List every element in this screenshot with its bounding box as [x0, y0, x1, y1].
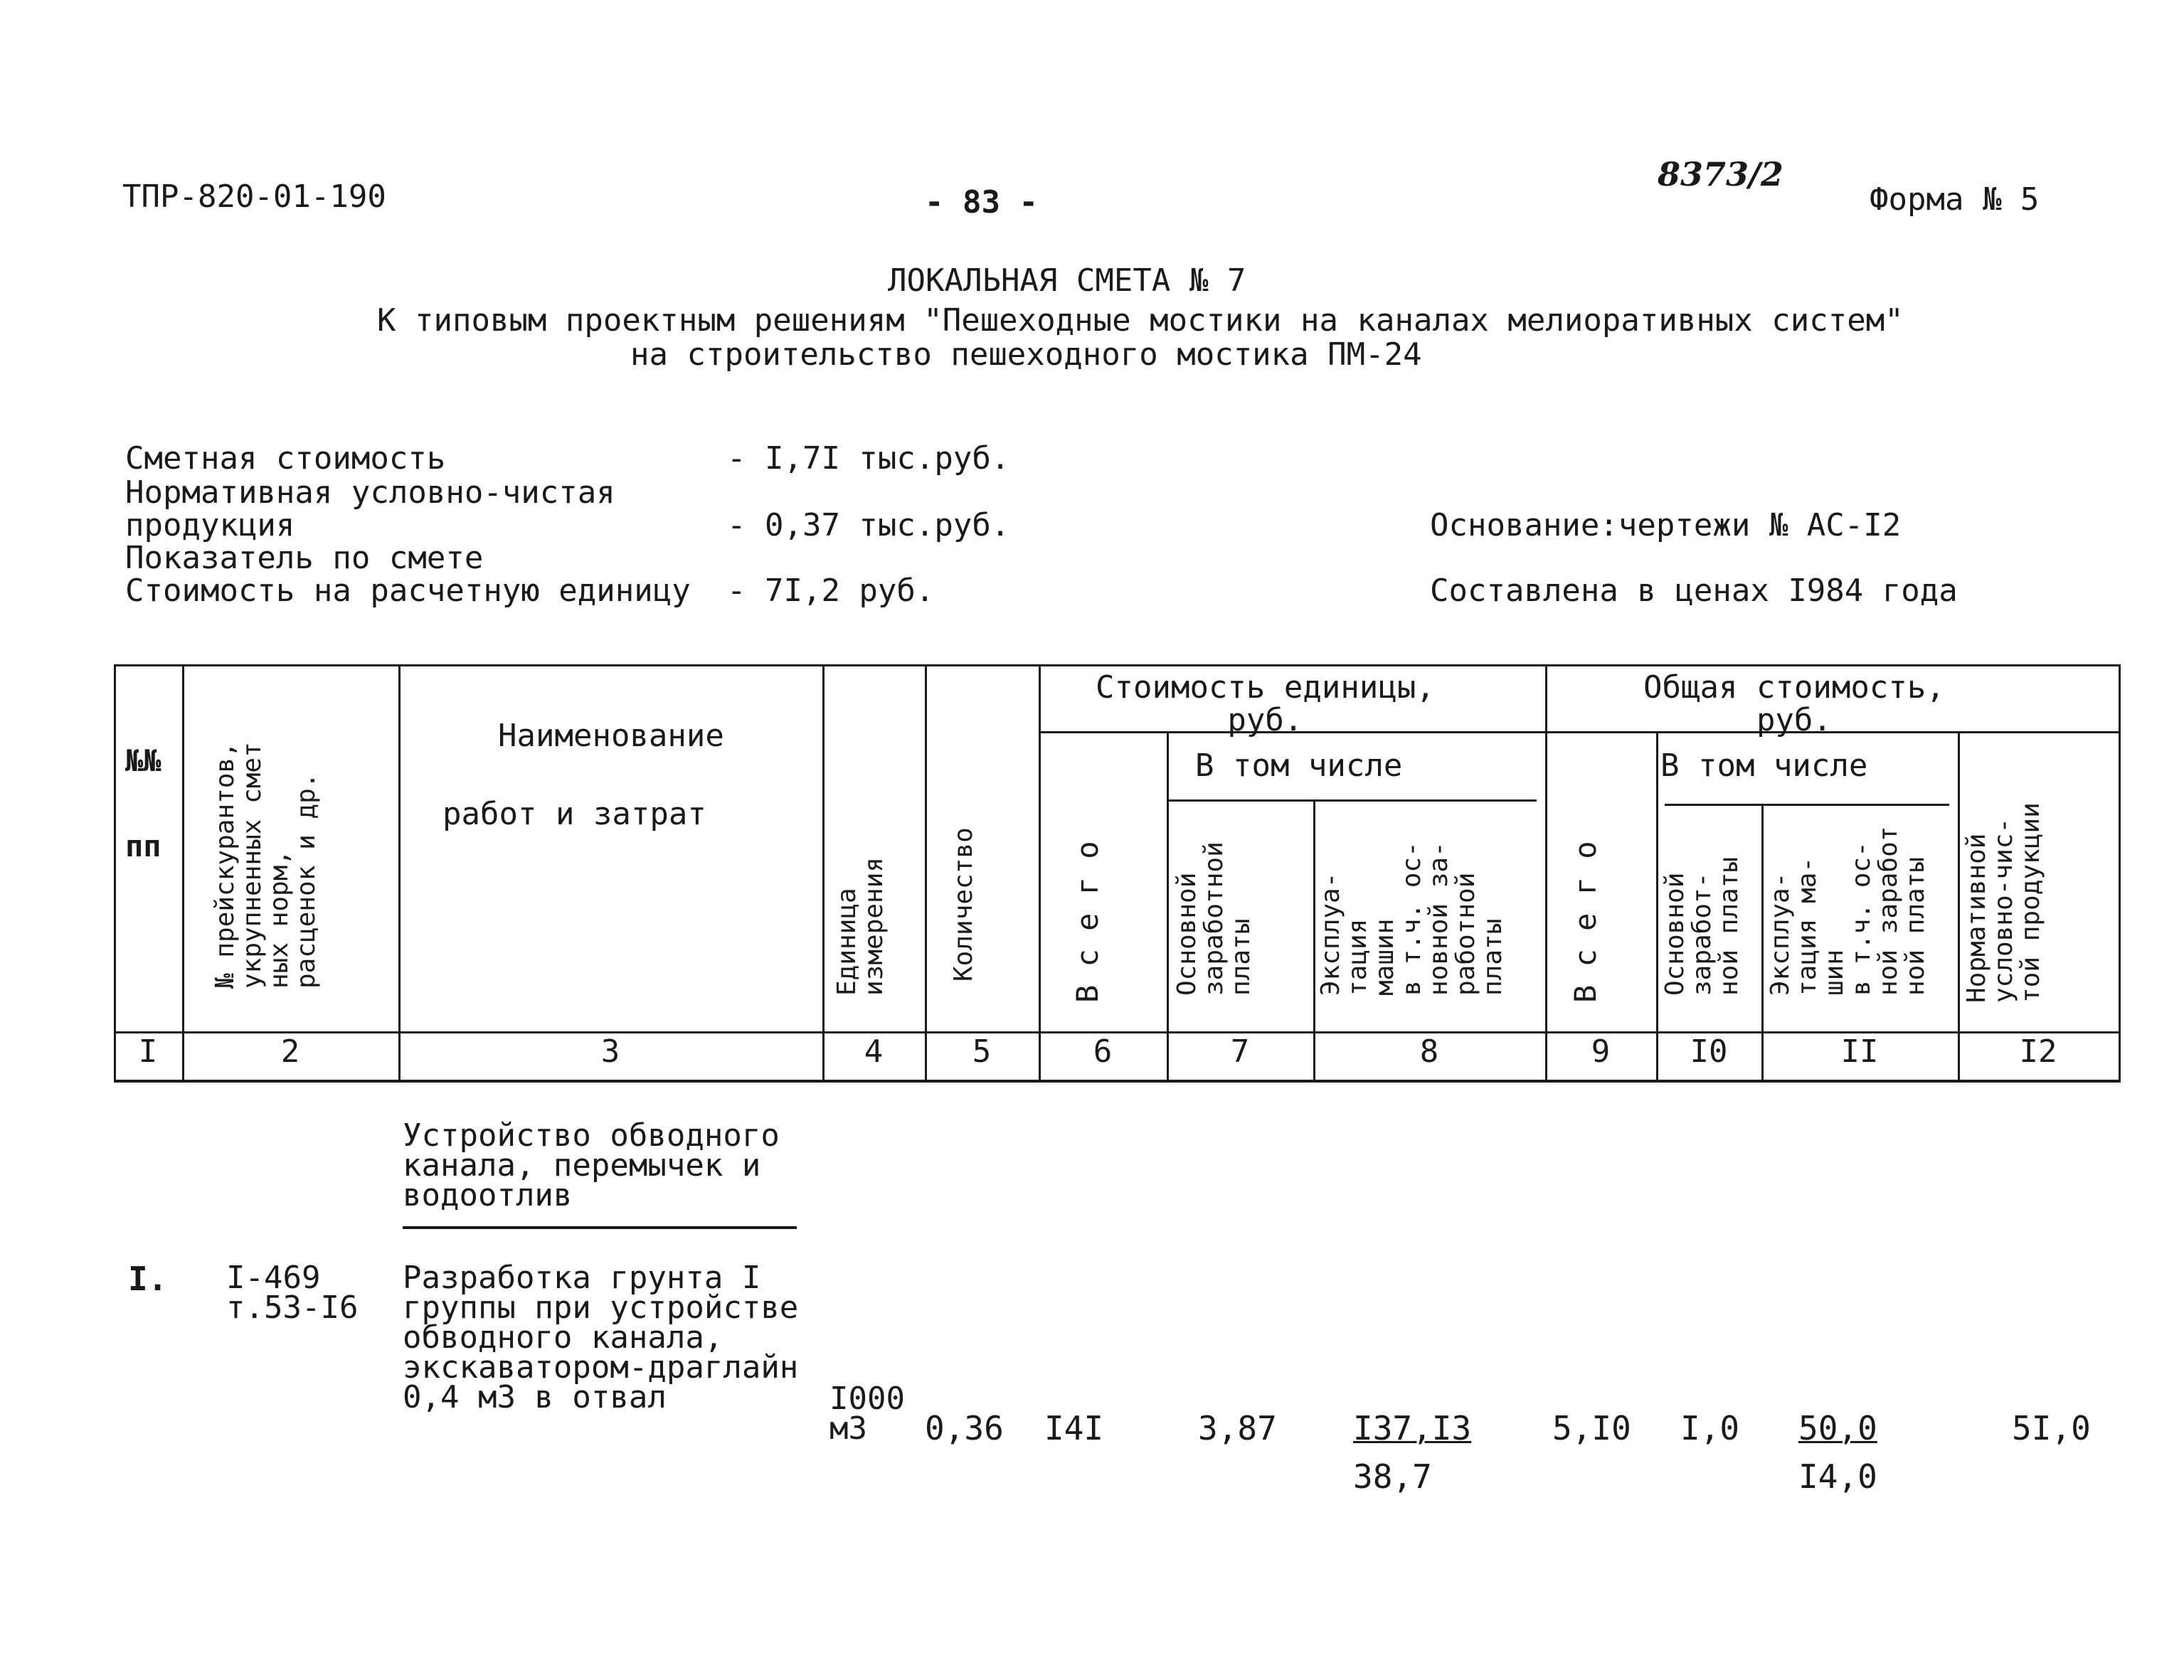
col-qty-header: Количество — [949, 827, 978, 982]
col-unit-total-header: В с е г о — [1070, 841, 1105, 1003]
row-unit-salary: 3,87 — [1198, 1409, 1277, 1447]
row-name: Разработка грунта I — [403, 1260, 761, 1296]
norm-label-2: продукция — [125, 507, 295, 543]
row-code-2: т.53-I6 — [226, 1290, 359, 1326]
section-title-line: Устройство обводного — [403, 1117, 780, 1154]
col-norm-product-header: Нормативной условно-чис- той продукции — [1962, 802, 2045, 1003]
col-number: 8 — [1419, 1033, 1439, 1070]
section-title-line: водоотлив — [403, 1177, 573, 1213]
col-total-machine-header: Эксплуа- тация ма- шин в т.ч. ос- ной заработ ной платы — [1766, 826, 1930, 996]
row-unit-machine-salary: 38,7 — [1353, 1457, 1432, 1496]
row-total: 5,I0 — [1552, 1409, 1631, 1447]
row-total-machine: 50,0 — [1798, 1409, 1877, 1447]
col-number: 4 — [864, 1033, 884, 1070]
row-num: I. — [128, 1260, 168, 1298]
smet-value: - I,7I тыс.руб. — [727, 440, 1010, 477]
title-object: на строительство пешеходного мостика ПМ-24 — [630, 336, 1422, 373]
row-name-5: 0,4 м3 в отвал — [403, 1379, 667, 1415]
row-name-4: экскаватором-драглайн — [403, 1349, 799, 1386]
pokaz-label: Показатель по смете — [125, 540, 484, 576]
document-title: ЛОКАЛЬНАЯ СМЕТА № 7 — [888, 262, 1246, 299]
col-total-header: В с е г о — [1568, 841, 1603, 1003]
handwritten-mark: 8373/2 — [1658, 155, 1783, 193]
col-number: 2 — [280, 1033, 300, 1070]
col-number: I — [138, 1033, 158, 1070]
col-number: 7 — [1230, 1033, 1250, 1070]
col-num-header: №№ пп — [125, 743, 161, 863]
form-label: Форма № 5 — [1870, 181, 2040, 218]
row-unit-total: I4I — [1044, 1409, 1104, 1447]
page-number: - 83 - — [925, 184, 1038, 220]
col-unit-salary-header: Основной заработной платы — [1172, 841, 1256, 996]
col-number: 9 — [1591, 1033, 1611, 1070]
col-number: II — [1840, 1033, 1879, 1070]
col-total-salary-header: Основной заработ- ной платы — [1660, 856, 1744, 996]
norm-label: Нормативная условно-чистая — [125, 474, 615, 511]
basis-text: Основание:чертежи № АС-I2 — [1430, 507, 1902, 543]
col-name-header-2: работ и затрат — [442, 796, 706, 832]
doc-code: ТПР-820-01-190 — [122, 179, 386, 215]
unit-incl-header: В том числе — [1195, 748, 1403, 784]
row-total-salary: I,0 — [1680, 1409, 1740, 1447]
norm-value: - 0,37 тыс.руб. — [727, 507, 1010, 543]
title-subtitle: К типовым проектным решениям "Пешеходные мостики на каналах мелиоративных систем" — [377, 302, 1904, 339]
unit-cost-label: Стоимость на расчетную единицу — [125, 573, 691, 609]
section-title-line: канала, перемычек и — [403, 1147, 761, 1184]
total-incl-header: В том числе — [1660, 748, 1868, 784]
col-name-header: Наименование — [498, 718, 724, 754]
col-price-ref-header: № прейскурантов, укрупненных смет ных норм, расценок и др. — [211, 742, 321, 989]
row-qty: 0,36 — [925, 1409, 1004, 1447]
total-cost-group-header: Общая стоимость, руб. — [1643, 669, 1945, 738]
col-number: I0 — [1690, 1033, 1728, 1070]
row-unit: I000 — [829, 1381, 905, 1417]
unit-cost-group-header: Стоимость единицы, руб. — [1096, 669, 1435, 738]
row-code: I-469 — [226, 1260, 321, 1296]
col-number: 5 — [972, 1033, 992, 1070]
col-number: 3 — [600, 1033, 620, 1070]
col-number: I2 — [2019, 1033, 2057, 1070]
unit-cost-value: - 7I,2 руб. — [727, 573, 935, 609]
row-norm-product: 5I,0 — [2012, 1409, 2091, 1447]
row-name-2: группы при устройстве — [403, 1290, 799, 1326]
col-unit-machine-header: Эксплуа- тация машин в т.ч. ос- новной за- работной платы — [1316, 841, 1507, 996]
row-total-machine-salary: I4,0 — [1798, 1457, 1877, 1496]
prices-text: Составлена в ценах I984 года — [1430, 573, 1958, 609]
row-name-3: обводного канала, — [403, 1319, 723, 1356]
row-unit-2: м3 — [829, 1410, 867, 1447]
col-unit-header: Единица измерения — [832, 856, 889, 996]
row-unit-machine: I37,I3 — [1353, 1409, 1472, 1447]
smet-label: Сметная стоимость — [125, 440, 446, 477]
col-number: 6 — [1093, 1033, 1113, 1070]
